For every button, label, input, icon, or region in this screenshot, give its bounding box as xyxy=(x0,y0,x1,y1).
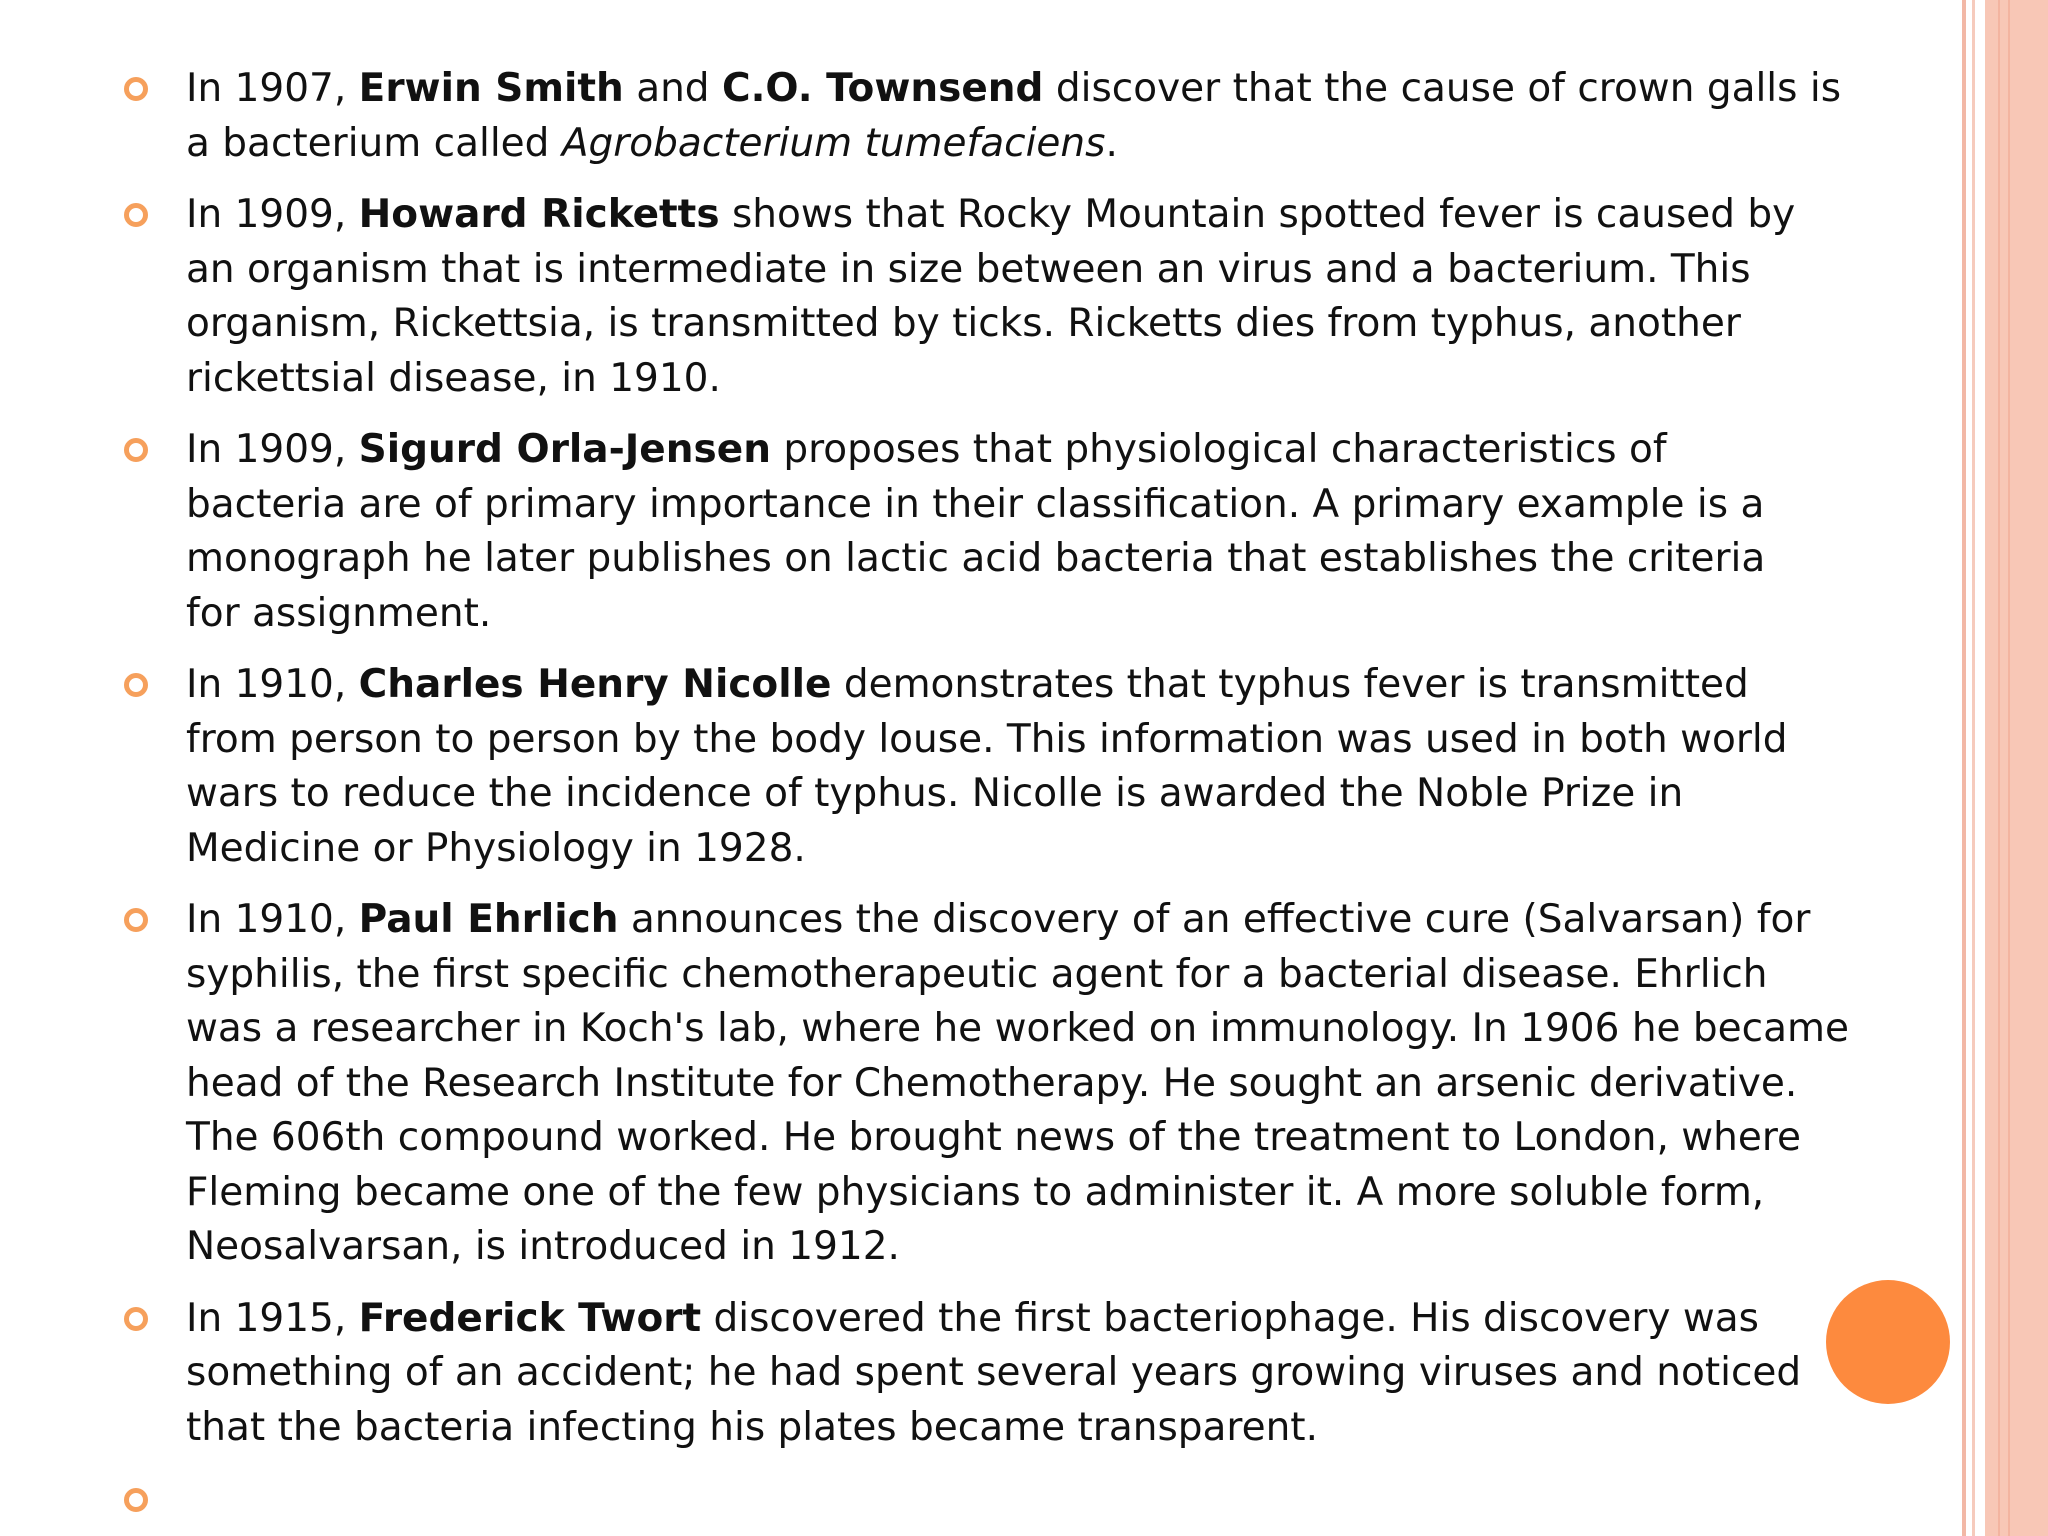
border-stripe xyxy=(2008,0,2010,1536)
bullet-line xyxy=(186,658,1960,713)
text-run: organism, Rickettsia, is transmitted by ticks. Ricketts dies from typhus, another xyxy=(186,301,1741,346)
text-run: In 1909, xyxy=(186,427,359,472)
bullet-line xyxy=(186,1220,1960,1275)
bullet-icon xyxy=(124,1307,148,1331)
bullet-icon xyxy=(124,77,148,101)
bullet-line xyxy=(186,1346,1960,1401)
text-run: for assignment. xyxy=(186,590,492,636)
bullet-item xyxy=(0,893,1960,1275)
text-run: Neosalvarsan, is introduced in 1912. xyxy=(186,1224,900,1269)
text-run: announces the discovery of an effective cure (Salvarsan) for xyxy=(618,897,1811,942)
text-run: monograph he later publishes on lactic acid bacteria that establishes the criteria xyxy=(186,536,1766,581)
empty-bullet-item xyxy=(0,1472,1960,1526)
bullet-line xyxy=(186,1002,1960,1057)
bullet-line xyxy=(186,243,1960,298)
text-run: In 1909, xyxy=(186,192,359,237)
bullet-line xyxy=(186,1111,1960,1166)
bullet-line xyxy=(186,893,1960,948)
person-name: Howard Ricketts xyxy=(358,192,720,237)
text-run: discovered the first bacteriophage. His discovery was xyxy=(701,1295,1759,1341)
text-run: and xyxy=(623,66,722,111)
person-name: Charles Henry Nicolle xyxy=(358,662,832,707)
text-run: The 606th compound worked. He brought news of the treatment to London, where xyxy=(186,1115,1802,1160)
bullet-line xyxy=(186,188,1960,243)
text-run: Medicine or Physiology in 1928. xyxy=(186,825,806,871)
border-stripe xyxy=(1962,0,1966,1536)
person-name: Frederick Twort xyxy=(358,1295,702,1341)
text-run: from person to person by the body louse. This information was used in both world xyxy=(186,716,1788,762)
person-name: C.O. Townsend xyxy=(721,66,1044,111)
text-run: In 1907, xyxy=(186,66,359,111)
bullet-icon xyxy=(124,438,148,462)
text-run: an organism that is intermediate in size between an virus and a bacterium. This xyxy=(186,246,1751,292)
bullet-line xyxy=(186,1057,1960,1112)
text-run: proposes that physiological characteristics of xyxy=(770,427,1667,472)
text-run: discover that the cause of crown galls is xyxy=(1043,66,1842,111)
bullet-item xyxy=(0,62,1960,171)
border-stripe xyxy=(1972,0,1975,1536)
person-name: Erwin Smith xyxy=(358,66,624,111)
text-run: that the bacteria infecting his plates became transparent. xyxy=(186,1404,1318,1450)
bullet-line xyxy=(186,822,1960,877)
text-run: . xyxy=(1105,120,1118,166)
text-run: Fleming became one of the few physicians to administer it. A more soluble form, xyxy=(186,1169,1765,1215)
bullet-icon xyxy=(124,908,148,932)
bullet-item xyxy=(0,658,1960,876)
text-run: bacteria are of primary importance in their classification. A primary example is a xyxy=(186,481,1765,527)
bullet-line xyxy=(186,587,1960,642)
bullet-item xyxy=(0,188,1960,406)
bullet-line xyxy=(186,423,1960,478)
bullet-line xyxy=(186,297,1960,352)
bullet-item xyxy=(0,1292,1960,1456)
text-run: In 1910, xyxy=(186,662,359,707)
border-band xyxy=(1985,0,2048,1536)
bullet-icon xyxy=(124,203,148,227)
bullet-line xyxy=(186,1166,1960,1221)
bullet-line xyxy=(186,478,1960,533)
text-run: In 1915, xyxy=(186,1295,359,1341)
bullet-line xyxy=(186,117,1960,172)
text-run: rickettsial disease, in 1910. xyxy=(186,355,721,401)
text-run: was a researcher in Koch's lab, where he worked on immunology. In 1906 he became xyxy=(186,1006,1850,1051)
decorative-circle xyxy=(1826,1280,1950,1404)
bullet-line xyxy=(186,532,1960,587)
species-name: Agrobacterium tumefaciens xyxy=(561,120,1106,166)
text-run: something of an accident; he had spent several years growing viruses and noticed xyxy=(186,1350,1802,1395)
bullet-line xyxy=(186,948,1960,1003)
bullet-icon xyxy=(124,673,148,697)
text-run: demonstrates that typhus fever is transmitted xyxy=(831,662,1749,707)
person-name: Paul Ehrlich xyxy=(358,897,619,942)
bullet-item xyxy=(0,423,1960,641)
text-run: a bacterium called xyxy=(186,120,562,166)
bullet-line xyxy=(186,62,1960,117)
bullet-line xyxy=(186,713,1960,768)
person-name: Sigurd Orla-Jensen xyxy=(358,427,771,472)
text-run: In 1910, xyxy=(186,897,359,942)
bullet-line xyxy=(186,767,1960,822)
text-run: head of the Research Institute for Chemotherapy. He sought an arsenic derivative. xyxy=(186,1060,1798,1106)
bullet-list xyxy=(0,62,1960,1526)
bullet-line xyxy=(186,1401,1960,1456)
text-run: shows that Rocky Mountain spotted fever is caused by xyxy=(719,192,1796,237)
border-stripe xyxy=(1998,0,2000,1536)
bullet-line xyxy=(186,352,1960,407)
text-run: wars to reduce the incidence of typhus. Nicolle is awarded the Noble Prize in xyxy=(186,771,1684,816)
text-run: syphilis, the first specific chemotherapeutic agent for a bacterial disease. Ehrlich xyxy=(186,951,1768,997)
bullet-line xyxy=(186,1292,1960,1347)
bullet-icon xyxy=(124,1488,148,1512)
